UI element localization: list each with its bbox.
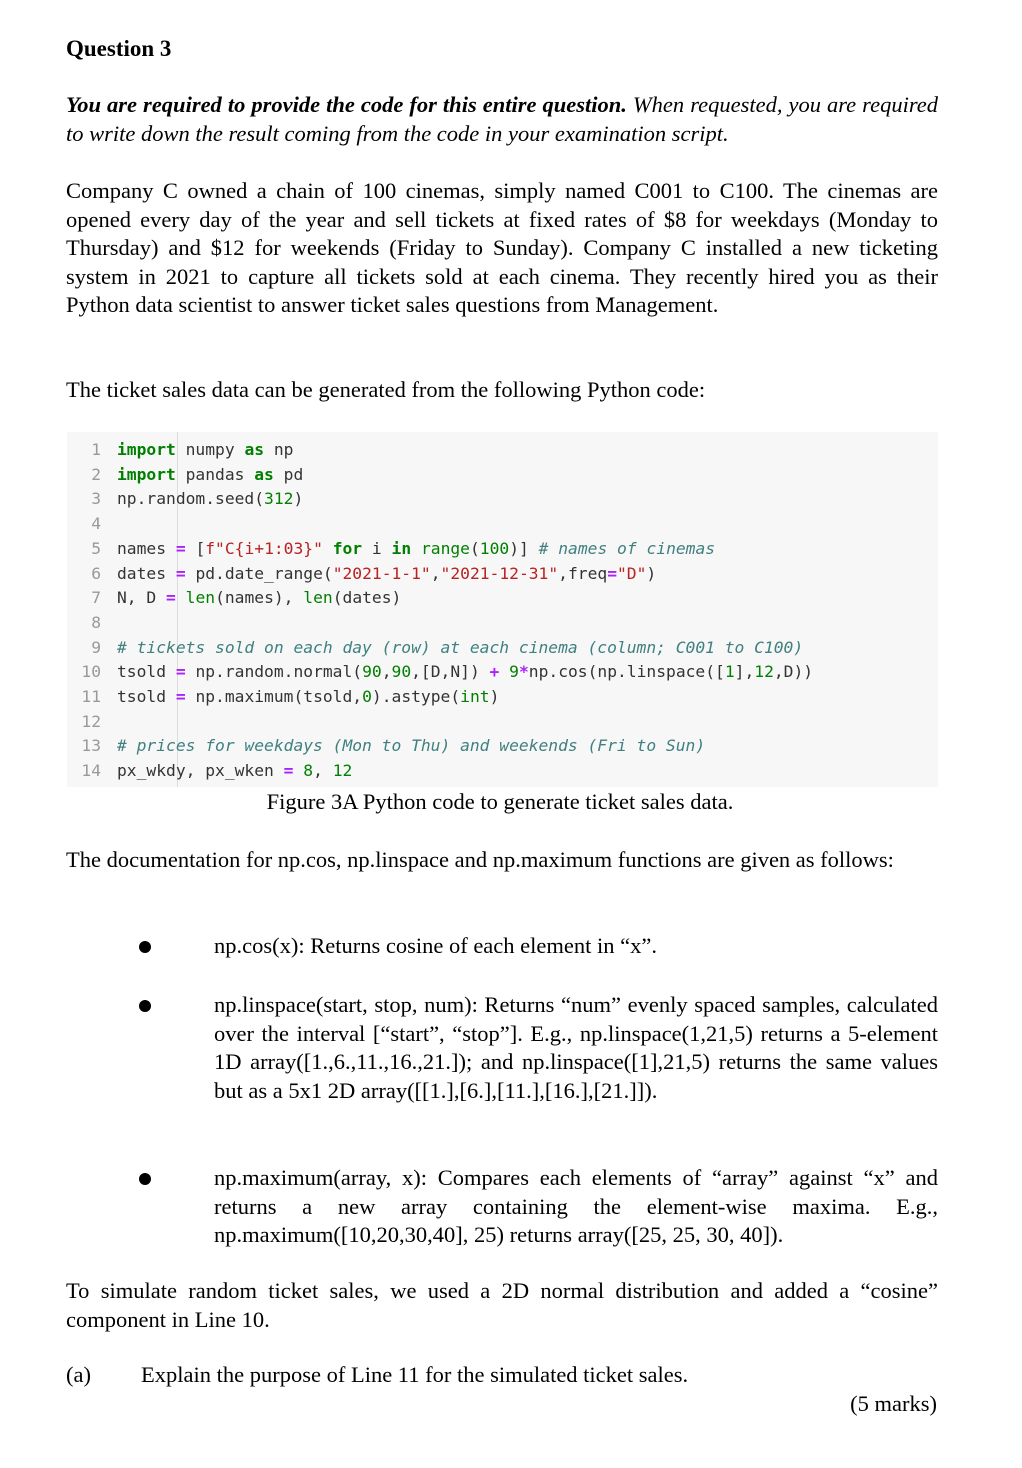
code-line-text: import pandas as pd xyxy=(117,464,304,484)
code-line xyxy=(67,759,352,784)
code-line xyxy=(67,438,293,463)
code-line-text xyxy=(109,712,117,731)
figure-caption: Figure 3A Python code to generate ticket sales data. xyxy=(266,789,734,814)
code-line-text: names = [f"C{i+1:03}" for i in range(100)] # names of cinemas xyxy=(117,538,716,558)
code-line-text: import numpy as np xyxy=(117,440,294,459)
question-a-marks: (5 marks) xyxy=(850,1391,937,1416)
code-line xyxy=(67,487,303,512)
code-line-number: 12 xyxy=(81,711,101,731)
code-listing xyxy=(67,432,938,787)
code-line-text: tsold = np.maximum(tsold,0).astype(int) xyxy=(117,687,500,706)
code-line-text: N, D = len(names), len(dates) xyxy=(117,588,402,608)
bullet-icon xyxy=(139,1173,151,1185)
question-a-text: Explain the purpose of Line 11 for the simulated ticket sales. xyxy=(141,1362,689,1387)
code-line-number: 3 xyxy=(91,489,101,509)
code-line xyxy=(67,537,715,562)
code-line xyxy=(67,586,401,611)
bullet-icon xyxy=(139,941,151,953)
bullet-np-linspace: np.linspace(start, stop, num): Returns “num” evenly spaced samples, calculated over the interval [“start”, “stop”]. E.g., np.linspace(1,21,5) returns a 5-element 1D array([1.,6.,11.,16.,21.]); and np.linspace([1],21,5) returns the same values but as a 5x1 2D array([[1.],[6.],[11.],[16.],[21.]]). xyxy=(214,992,938,1103)
code-line-number: 8 xyxy=(91,612,101,632)
code-line xyxy=(67,611,117,636)
scenario-paragraph: Company C owned a chain of 100 cinemas, simply named C001 to C100. The cinemas are opened every day of the year and sell tickets at fixed rates of $8 for weekdays (Monday to Thursday) and $12 for weekends (Friday to Sunday). Company C installed a new ticketing system in 2021 to capture all tickets sold at each cinema. They recently hired you as their Python data scientist to answer ticket sales questions from Management. xyxy=(66,178,938,318)
code-line-text: tsold = np.random.normal(90,90,[D,N]) + 9*np.cos(np.linspace([1],12,D)) xyxy=(117,662,814,682)
code-line-number: 11 xyxy=(81,687,101,706)
code-line-text xyxy=(109,613,117,632)
code-line-number: 9 xyxy=(91,637,101,657)
documentation-intro: The documentation for np.cos, np.linspace and np.maximum functions are given as follows: xyxy=(66,847,894,872)
code-line xyxy=(67,710,117,735)
code-line-number: 14 xyxy=(81,761,101,781)
code-line-text: # tickets sold on each day (row) at each cinema (column; C001 to C100) xyxy=(117,637,804,657)
code-line-text: dates = pd.date_range("2021-1-1","2021-12-31",freq="D") xyxy=(117,563,657,583)
code-line xyxy=(67,660,813,685)
code-line-text xyxy=(109,514,117,533)
code-line xyxy=(67,685,499,710)
code-line-text: # prices for weekdays (Mon to Thu) and weekends (Fri to Sun) xyxy=(117,736,706,756)
instructions-rest: When requested, you are required to write down the result coming from the code in your examination script. xyxy=(66,92,938,146)
code-line-number: 4 xyxy=(91,514,101,534)
question-a-label: (a) xyxy=(66,1362,91,1387)
instructions-bold: You are required to provide the code for this entire question. xyxy=(66,92,627,117)
code-line xyxy=(67,463,303,488)
code-line-text: px_wkdy, px_wken = 8, 12 xyxy=(117,761,353,781)
code-line xyxy=(67,636,803,661)
code-line-number: 6 xyxy=(91,563,101,583)
question-title: Question 3 xyxy=(66,36,172,61)
bullet-np-cos: np.cos(x): Returns cosine of each element in “x”. xyxy=(214,933,657,958)
simulation-paragraph: To simulate random ticket sales, we used a 2D normal distribution and added a “cosine” component in Line 10. xyxy=(66,1278,938,1332)
code-line xyxy=(67,512,117,537)
code-line xyxy=(67,734,705,759)
code-line-number: 1 xyxy=(91,440,101,459)
code-intro-paragraph: The ticket sales data can be generated from the following Python code: xyxy=(66,377,706,402)
code-line-number: 13 xyxy=(81,736,101,756)
bullet-icon xyxy=(139,1000,151,1012)
instructions xyxy=(66,91,938,148)
code-line-number: 2 xyxy=(91,464,101,484)
code-line-number: 5 xyxy=(91,538,101,558)
code-line xyxy=(67,562,656,587)
code-line-number: 7 xyxy=(91,588,101,608)
code-line-number: 10 xyxy=(81,662,101,682)
code-line-text: np.random.seed(312) xyxy=(117,489,304,509)
bullet-np-maximum: np.maximum(array, x): Compares each elements of “array” against “x” and returns a new array containing the element-wise maxima. E.g., np.maximum([10,20,30,40], 25) returns array([25, 25, 30, 40]). xyxy=(214,1165,938,1248)
